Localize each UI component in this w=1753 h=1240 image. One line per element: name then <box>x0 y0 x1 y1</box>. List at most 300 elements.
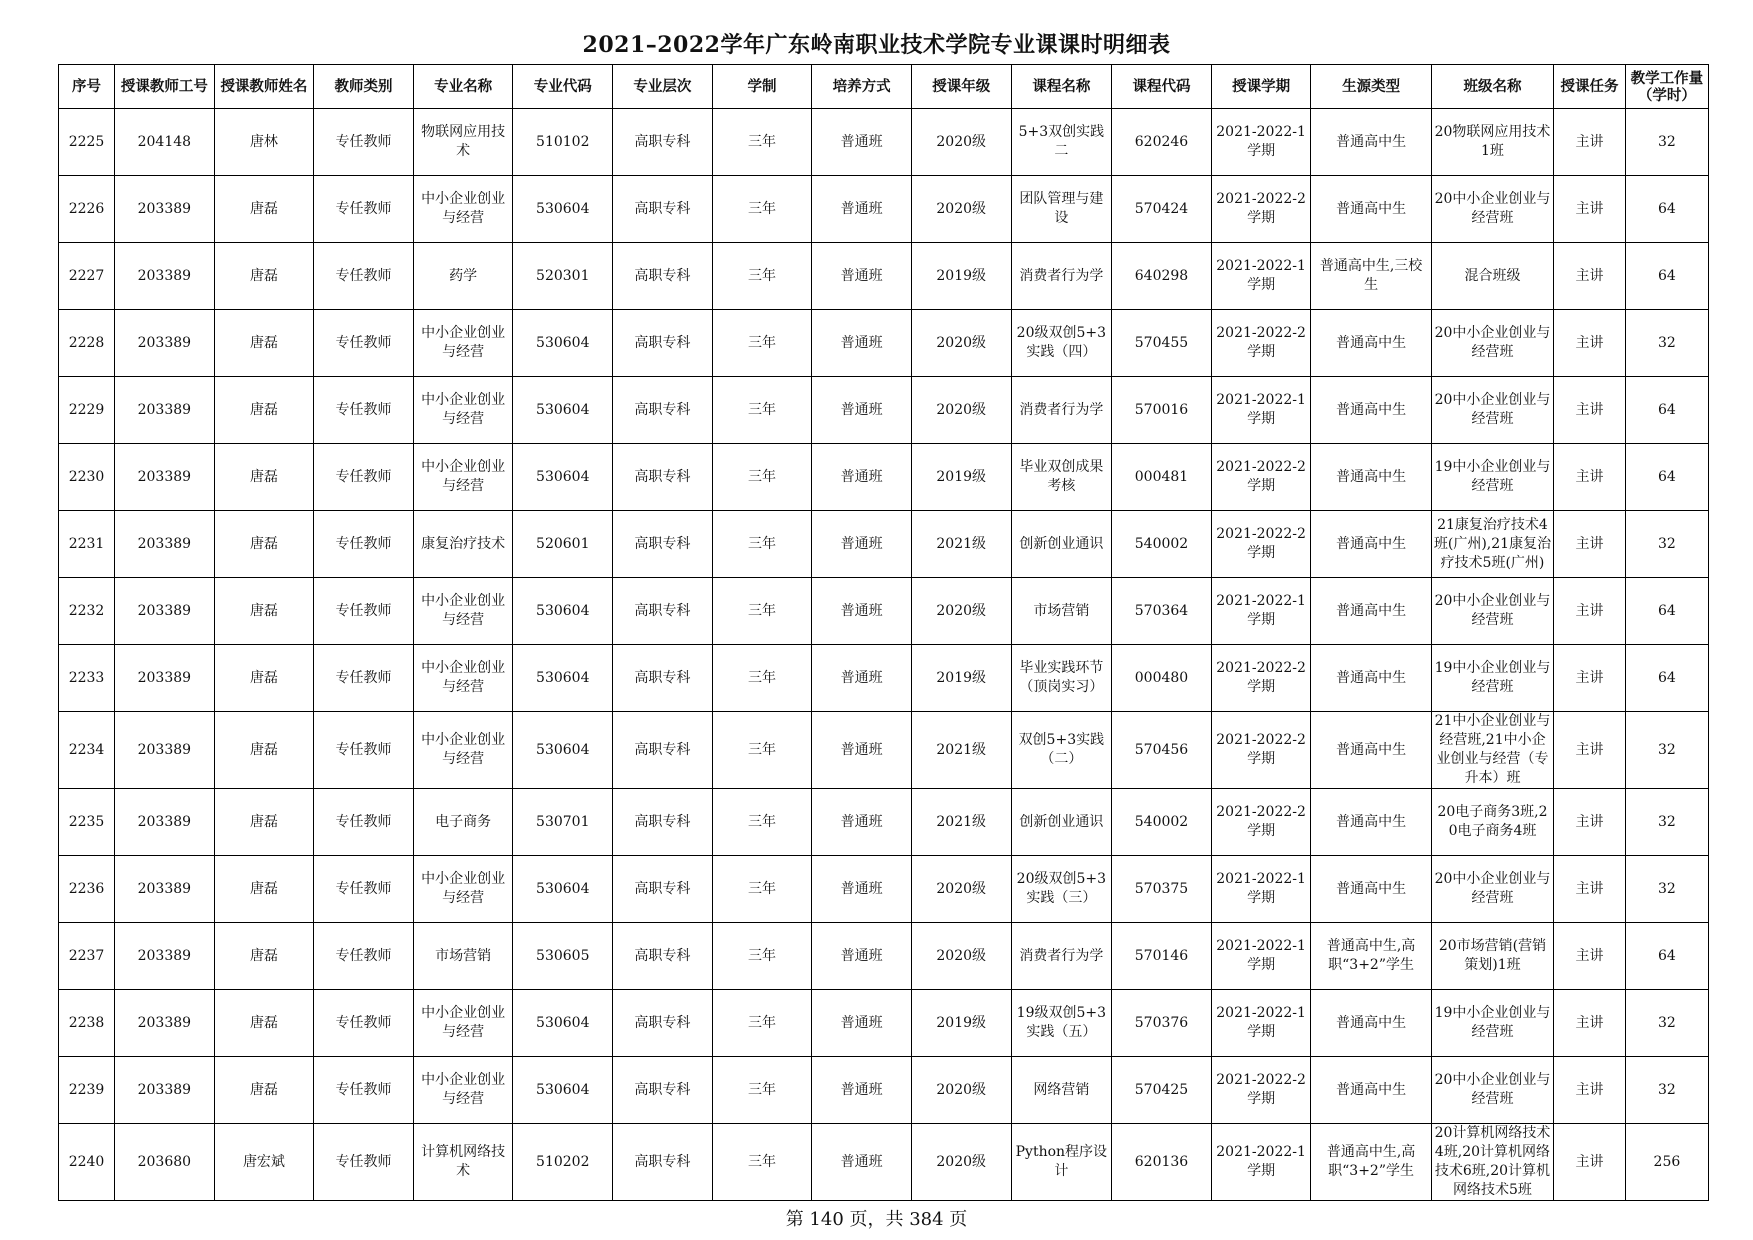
table-cell: 唐磊 <box>214 923 314 990</box>
table-cell: 专任教师 <box>314 712 414 789</box>
table-cell: 普通班 <box>812 856 912 923</box>
table-cell: 主讲 <box>1554 310 1626 377</box>
table-cell: 高职专科 <box>613 990 713 1057</box>
table-body <box>59 109 1709 1201</box>
column-header: 授课年级 <box>911 65 1011 109</box>
table-cell: 204148 <box>115 109 215 176</box>
table-cell: 520601 <box>513 511 613 578</box>
column-header: 专业代码 <box>513 65 613 109</box>
table-cell: 唐磊 <box>214 377 314 444</box>
table-cell: 32 <box>1625 1057 1708 1124</box>
table-cell: 2019级 <box>911 243 1011 310</box>
table-cell: 专任教师 <box>314 444 414 511</box>
table-cell: 640298 <box>1112 243 1212 310</box>
table-cell: 主讲 <box>1554 856 1626 923</box>
table-cell: 三年 <box>712 856 812 923</box>
table-cell: 主讲 <box>1554 923 1626 990</box>
table-cell: 普通班 <box>812 789 912 856</box>
table-cell: 2020级 <box>911 923 1011 990</box>
table-cell: 唐磊 <box>214 789 314 856</box>
table-cell: 2021级 <box>911 511 1011 578</box>
table-cell: 32 <box>1625 109 1708 176</box>
table-cell: 三年 <box>712 712 812 789</box>
table-cell: 普通高中生 <box>1311 444 1431 511</box>
table-cell: 专任教师 <box>314 243 414 310</box>
table-cell: 64 <box>1625 923 1708 990</box>
table-cell: 中小企业创业与经营 <box>413 310 513 377</box>
column-header: 课程代码 <box>1112 65 1212 109</box>
table-cell: 32 <box>1625 310 1708 377</box>
table-cell: 三年 <box>712 990 812 1057</box>
table-cell: 203389 <box>115 990 215 1057</box>
column-header: 教师类别 <box>314 65 414 109</box>
table-cell: 530604 <box>513 990 613 1057</box>
table-cell: 唐磊 <box>214 511 314 578</box>
table-cell: 203389 <box>115 856 215 923</box>
table-cell: 主讲 <box>1554 243 1626 310</box>
table-row <box>59 712 1709 789</box>
table-cell: 2021-2022-2学期 <box>1211 511 1311 578</box>
table-cell: 2020级 <box>911 1124 1011 1201</box>
table-cell: 唐林 <box>214 109 314 176</box>
table-cell: 三年 <box>712 109 812 176</box>
document-title: 2021–2022学年广东岭南职业技术学院专业课课时明细表 <box>582 32 1171 58</box>
column-header: 授课教师姓名 <box>214 65 314 109</box>
table-cell: 2021-2022-2学期 <box>1211 789 1311 856</box>
column-header: 专业名称 <box>413 65 513 109</box>
table-cell: 主讲 <box>1554 176 1626 243</box>
table-cell: 256 <box>1625 1124 1708 1201</box>
table-cell: 唐磊 <box>214 856 314 923</box>
table-cell: 消费者行为学 <box>1011 243 1112 310</box>
table-cell: 专任教师 <box>314 176 414 243</box>
table-cell: 普通高中生,三校生 <box>1311 243 1431 310</box>
table-cell: 普通高中生 <box>1311 856 1431 923</box>
table-cell: 530604 <box>513 377 613 444</box>
table-cell: 2226 <box>59 176 115 243</box>
table-cell: 510102 <box>513 109 613 176</box>
table-cell: 三年 <box>712 923 812 990</box>
table-cell: 530604 <box>513 310 613 377</box>
table-cell: 2019级 <box>911 444 1011 511</box>
table-cell: 540002 <box>1112 511 1212 578</box>
table-cell: 2225 <box>59 109 115 176</box>
table-cell: 消费者行为学 <box>1011 377 1112 444</box>
table-cell: 203389 <box>115 645 215 712</box>
table-cell: 203680 <box>115 1124 215 1201</box>
table-cell: 普通班 <box>812 511 912 578</box>
table-cell: 中小企业创业与经营 <box>413 712 513 789</box>
table-row <box>59 243 1709 310</box>
table-cell: 网络营销 <box>1011 1057 1112 1124</box>
table-cell: 203389 <box>115 923 215 990</box>
table-row <box>59 645 1709 712</box>
table-cell: 2239 <box>59 1057 115 1124</box>
table-cell: 高职专科 <box>613 645 713 712</box>
table-cell: 普通高中生 <box>1311 511 1431 578</box>
table-row <box>59 377 1709 444</box>
table-cell: 普通班 <box>812 377 912 444</box>
table-cell: 普通班 <box>812 243 912 310</box>
table-cell: 2020级 <box>911 310 1011 377</box>
table-cell: 消费者行为学 <box>1011 923 1112 990</box>
table-cell: 530701 <box>513 789 613 856</box>
table-cell: Python程序设计 <box>1011 1124 1112 1201</box>
table-cell: 专任教师 <box>314 789 414 856</box>
table-row <box>59 923 1709 990</box>
table-cell: 中小企业创业与经营 <box>413 856 513 923</box>
table-cell: 三年 <box>712 1124 812 1201</box>
table-row <box>59 176 1709 243</box>
table-cell: 普通高中生,高职“3+2”学生 <box>1311 1124 1431 1201</box>
table-cell: 203389 <box>115 310 215 377</box>
table-row <box>59 444 1709 511</box>
column-header: 培养方式 <box>812 65 912 109</box>
table-cell: 2020级 <box>911 176 1011 243</box>
table-cell: 2021-2022-1学期 <box>1211 1124 1311 1201</box>
table-cell: 高职专科 <box>613 243 713 310</box>
table-cell: 2229 <box>59 377 115 444</box>
table-row <box>59 990 1709 1057</box>
table-cell: 20级双创5+3实践（三） <box>1011 856 1112 923</box>
table-cell: 普通高中生 <box>1311 176 1431 243</box>
column-header: 班级名称 <box>1431 65 1553 109</box>
table-cell: 203389 <box>115 578 215 645</box>
table-cell: 20中小企业创业与经营班 <box>1431 310 1553 377</box>
table-cell: 2021-2022-1学期 <box>1211 923 1311 990</box>
table-cell: 普通高中生 <box>1311 377 1431 444</box>
table-cell: 203389 <box>115 712 215 789</box>
table-cell: 000480 <box>1112 645 1212 712</box>
table-cell: 203389 <box>115 1057 215 1124</box>
table-cell: 2227 <box>59 243 115 310</box>
table-cell: 毕业实践环节（顶岗实习） <box>1011 645 1112 712</box>
table-cell: 三年 <box>712 444 812 511</box>
table-cell: 专任教师 <box>314 1057 414 1124</box>
table-cell: 专任教师 <box>314 511 414 578</box>
table-row <box>59 856 1709 923</box>
table-cell: 中小企业创业与经营 <box>413 578 513 645</box>
table-cell: 三年 <box>712 789 812 856</box>
table-cell: 高职专科 <box>613 856 713 923</box>
table-cell: 2020级 <box>911 578 1011 645</box>
table-cell: 21康复治疗技术4班(广州),21康复治疗技术5班(广州) <box>1431 511 1553 578</box>
table-cell: 普通高中生 <box>1311 789 1431 856</box>
table-cell: 市场营销 <box>1011 578 1112 645</box>
table-cell: 570376 <box>1112 990 1212 1057</box>
table-cell: 专任教师 <box>314 923 414 990</box>
table-cell: 540002 <box>1112 789 1212 856</box>
table-cell: 普通高中生 <box>1311 990 1431 1057</box>
table-cell: 203389 <box>115 511 215 578</box>
table-cell: 混合班级 <box>1431 243 1553 310</box>
table-cell: 530604 <box>513 645 613 712</box>
table-cell: 19中小企业创业与经营班 <box>1431 990 1553 1057</box>
table-cell: 20中小企业创业与经营班 <box>1431 377 1553 444</box>
table-cell: 主讲 <box>1554 645 1626 712</box>
table-cell: 高职专科 <box>613 176 713 243</box>
table-cell: 2020级 <box>911 109 1011 176</box>
page-number-footer: 第 140 页，共 384 页 <box>785 1209 968 1230</box>
table-cell: 创新创业通识 <box>1011 511 1112 578</box>
table-cell: 高职专科 <box>613 109 713 176</box>
table-cell: 570364 <box>1112 578 1212 645</box>
table-cell: 唐磊 <box>214 243 314 310</box>
table-cell: 普通班 <box>812 1057 912 1124</box>
table-cell: 普通高中生,高职“3+2”学生 <box>1311 923 1431 990</box>
table-cell: 主讲 <box>1554 578 1626 645</box>
table-cell: 普通班 <box>812 990 912 1057</box>
table-cell: 普通班 <box>812 310 912 377</box>
table-cell: 康复治疗技术 <box>413 511 513 578</box>
table-cell: 19级双创5+3实践（五） <box>1011 990 1112 1057</box>
table-cell: 64 <box>1625 578 1708 645</box>
table-cell: 高职专科 <box>613 444 713 511</box>
table-cell: 64 <box>1625 176 1708 243</box>
table-cell: 64 <box>1625 444 1708 511</box>
table-row <box>59 578 1709 645</box>
table-cell: 20市场营销(营销策划)1班 <box>1431 923 1553 990</box>
table-cell: 三年 <box>712 1057 812 1124</box>
table-cell: 高职专科 <box>613 923 713 990</box>
table-cell: 唐磊 <box>214 712 314 789</box>
table-cell: 三年 <box>712 578 812 645</box>
table-cell: 530604 <box>513 578 613 645</box>
table-cell: 64 <box>1625 645 1708 712</box>
table-cell: 普通班 <box>812 1124 912 1201</box>
table-cell: 唐磊 <box>214 310 314 377</box>
table-cell: 普通高中生 <box>1311 1057 1431 1124</box>
table-cell: 中小企业创业与经营 <box>413 1057 513 1124</box>
table-cell: 570016 <box>1112 377 1212 444</box>
table-cell: 高职专科 <box>613 789 713 856</box>
table-cell: 唐磊 <box>214 444 314 511</box>
table-cell: 2021-2022-2学期 <box>1211 176 1311 243</box>
table-cell: 530604 <box>513 176 613 243</box>
table-cell: 2019级 <box>911 990 1011 1057</box>
table-cell: 32 <box>1625 990 1708 1057</box>
table-cell: 32 <box>1625 789 1708 856</box>
table-row <box>59 789 1709 856</box>
table-cell: 2237 <box>59 923 115 990</box>
table-cell: 620136 <box>1112 1124 1212 1201</box>
table-cell: 普通班 <box>812 444 912 511</box>
table-cell: 主讲 <box>1554 1124 1626 1201</box>
table-cell: 530605 <box>513 923 613 990</box>
table-cell: 计算机网络技术 <box>413 1124 513 1201</box>
table-cell: 570455 <box>1112 310 1212 377</box>
table-cell: 药学 <box>413 243 513 310</box>
table-cell: 203389 <box>115 444 215 511</box>
table-cell: 创新创业通识 <box>1011 789 1112 856</box>
table-cell: 中小企业创业与经营 <box>413 176 513 243</box>
table-cell: 20中小企业创业与经营班 <box>1431 856 1553 923</box>
table-cell: 普通班 <box>812 176 912 243</box>
table-cell: 203389 <box>115 176 215 243</box>
column-header: 序号 <box>59 65 115 109</box>
table-cell: 普通高中生 <box>1311 109 1431 176</box>
table-cell: 2020级 <box>911 1057 1011 1124</box>
table-cell: 570375 <box>1112 856 1212 923</box>
table-cell: 530604 <box>513 856 613 923</box>
table-cell: 电子商务 <box>413 789 513 856</box>
table-cell: 2238 <box>59 990 115 1057</box>
table-cell: 20级双创5+3实践（四） <box>1011 310 1112 377</box>
table-cell: 专任教师 <box>314 1124 414 1201</box>
table-cell: 普通班 <box>812 923 912 990</box>
column-header: 课程名称 <box>1011 65 1112 109</box>
table-cell: 21中小企业创业与经营班,21中小企业创业与经营（专升本）班 <box>1431 712 1553 789</box>
table-cell: 19中小企业创业与经营班 <box>1431 645 1553 712</box>
table-cell: 20物联网应用技术1班 <box>1431 109 1553 176</box>
column-header: 授课学期 <box>1211 65 1311 109</box>
table-cell: 32 <box>1625 856 1708 923</box>
table-cell: 双创5+3实践（二） <box>1011 712 1112 789</box>
table-row <box>59 109 1709 176</box>
table-cell: 高职专科 <box>613 1124 713 1201</box>
table-cell: 三年 <box>712 511 812 578</box>
table-cell: 2020级 <box>911 377 1011 444</box>
table-cell: 000481 <box>1112 444 1212 511</box>
table-cell: 普通高中生 <box>1311 712 1431 789</box>
table-cell: 三年 <box>712 645 812 712</box>
table-cell: 唐宏斌 <box>214 1124 314 1201</box>
table-cell: 2021-2022-1学期 <box>1211 990 1311 1057</box>
table-cell: 570456 <box>1112 712 1212 789</box>
table-cell: 2021-2022-1学期 <box>1211 109 1311 176</box>
table-cell: 2234 <box>59 712 115 789</box>
table-cell: 主讲 <box>1554 377 1626 444</box>
table-header-row <box>59 65 1709 109</box>
table-cell: 唐磊 <box>214 990 314 1057</box>
column-header: 教学工作量（学时） <box>1625 65 1708 109</box>
table-cell: 20电子商务3班,20电子商务4班 <box>1431 789 1553 856</box>
table-cell: 毕业双创成果考核 <box>1011 444 1112 511</box>
table-cell: 20中小企业创业与经营班 <box>1431 176 1553 243</box>
column-header: 授课教师工号 <box>115 65 215 109</box>
table-cell: 中小企业创业与经营 <box>413 990 513 1057</box>
table-cell: 三年 <box>712 377 812 444</box>
table-cell: 专任教师 <box>314 856 414 923</box>
table-cell: 2021级 <box>911 789 1011 856</box>
table-cell: 普通高中生 <box>1311 578 1431 645</box>
table-cell: 20中小企业创业与经营班 <box>1431 1057 1553 1124</box>
table-cell: 普通班 <box>812 578 912 645</box>
table-cell: 2235 <box>59 789 115 856</box>
table-cell: 专任教师 <box>314 645 414 712</box>
table-cell: 普通高中生 <box>1311 310 1431 377</box>
table-cell: 2021-2022-2学期 <box>1211 712 1311 789</box>
table-cell: 高职专科 <box>613 511 713 578</box>
table-cell: 唐磊 <box>214 645 314 712</box>
table-cell: 570425 <box>1112 1057 1212 1124</box>
table-cell: 2021-2022-2学期 <box>1211 444 1311 511</box>
table-cell: 高职专科 <box>613 1057 713 1124</box>
table-cell: 20中小企业创业与经营班 <box>1431 578 1553 645</box>
table-row <box>59 1057 1709 1124</box>
table-cell: 三年 <box>712 310 812 377</box>
table-cell: 专任教师 <box>314 310 414 377</box>
table-cell: 2021-2022-1学期 <box>1211 578 1311 645</box>
table-cell: 普通班 <box>812 109 912 176</box>
table-cell: 2021-2022-2学期 <box>1211 1057 1311 1124</box>
table-cell: 普通班 <box>812 645 912 712</box>
table-cell: 2240 <box>59 1124 115 1201</box>
table-cell: 高职专科 <box>613 578 713 645</box>
table-cell: 510202 <box>513 1124 613 1201</box>
table-cell: 203389 <box>115 377 215 444</box>
table-cell: 中小企业创业与经营 <box>413 444 513 511</box>
table-cell: 唐磊 <box>214 176 314 243</box>
table-cell: 570424 <box>1112 176 1212 243</box>
table-cell: 2019级 <box>911 645 1011 712</box>
table-cell: 三年 <box>712 243 812 310</box>
table-cell: 专任教师 <box>314 578 414 645</box>
column-header: 专业层次 <box>613 65 713 109</box>
table-cell: 64 <box>1625 243 1708 310</box>
table-cell: 唐磊 <box>214 1057 314 1124</box>
table-cell: 专任教师 <box>314 377 414 444</box>
table-cell: 2021-2022-1学期 <box>1211 243 1311 310</box>
table-cell: 市场营销 <box>413 923 513 990</box>
table-cell: 2021级 <box>911 712 1011 789</box>
table-cell: 普通高中生 <box>1311 645 1431 712</box>
table-cell: 2228 <box>59 310 115 377</box>
table-cell: 2232 <box>59 578 115 645</box>
table-cell: 主讲 <box>1554 789 1626 856</box>
table-cell: 2236 <box>59 856 115 923</box>
table-cell: 2021-2022-1学期 <box>1211 856 1311 923</box>
table-cell: 5+3双创实践二 <box>1011 109 1112 176</box>
table-cell: 2231 <box>59 511 115 578</box>
table-cell: 530604 <box>513 444 613 511</box>
table-cell: 主讲 <box>1554 1057 1626 1124</box>
table-cell: 中小企业创业与经营 <box>413 645 513 712</box>
table-cell: 普通班 <box>812 712 912 789</box>
column-header: 学制 <box>712 65 812 109</box>
table-cell: 唐磊 <box>214 578 314 645</box>
table-cell: 专任教师 <box>314 109 414 176</box>
table-cell: 203389 <box>115 243 215 310</box>
table-cell: 2233 <box>59 645 115 712</box>
course-hours-table <box>58 64 1709 1201</box>
table-cell: 32 <box>1625 511 1708 578</box>
table-cell: 64 <box>1625 377 1708 444</box>
table-cell: 530604 <box>513 1057 613 1124</box>
table-cell: 主讲 <box>1554 444 1626 511</box>
table-cell: 物联网应用技术 <box>413 109 513 176</box>
column-header: 授课任务 <box>1554 65 1626 109</box>
table-row <box>59 310 1709 377</box>
table-cell: 19中小企业创业与经营班 <box>1431 444 1553 511</box>
table-cell: 520301 <box>513 243 613 310</box>
table-cell: 主讲 <box>1554 109 1626 176</box>
table-cell: 570146 <box>1112 923 1212 990</box>
table-row <box>59 511 1709 578</box>
table-cell: 主讲 <box>1554 712 1626 789</box>
table-cell: 32 <box>1625 712 1708 789</box>
table-cell: 2230 <box>59 444 115 511</box>
table-cell: 2021-2022-1学期 <box>1211 377 1311 444</box>
table-cell: 三年 <box>712 176 812 243</box>
table-cell: 203389 <box>115 789 215 856</box>
table-cell: 2021-2022-2学期 <box>1211 310 1311 377</box>
table-cell: 20计算机网络技术4班,20计算机网络技术6班,20计算机网络技术5班 <box>1431 1124 1553 1201</box>
table-cell: 高职专科 <box>613 712 713 789</box>
table-cell: 主讲 <box>1554 511 1626 578</box>
table-cell: 主讲 <box>1554 990 1626 1057</box>
table-cell: 团队管理与建设 <box>1011 176 1112 243</box>
